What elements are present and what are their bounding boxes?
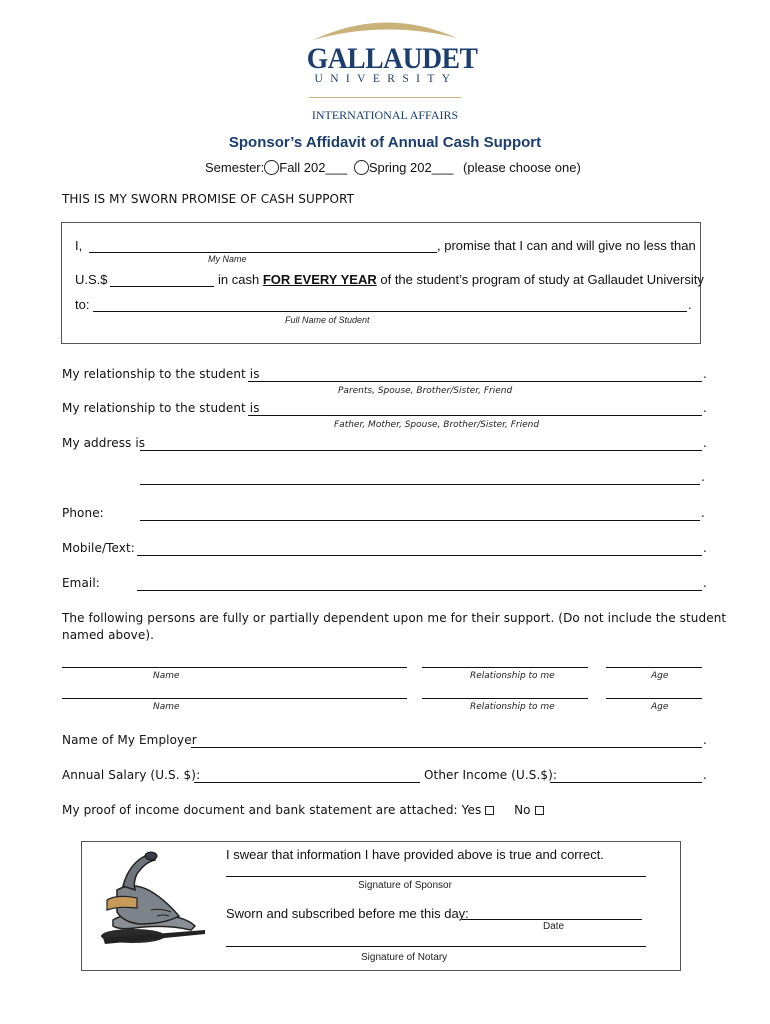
dependents-intro-1: The following persons are fully or partially dependent upon me for their support. (Do not include the student [62, 611, 727, 625]
salary-field[interactable] [194, 782, 420, 783]
to-period: . [688, 297, 692, 312]
col-relationship-caption: Relationship to me [470, 702, 555, 712]
promise-line2 [218, 272, 704, 287]
employer-label: Name of My Employer [62, 733, 197, 747]
col-age-caption: Age [651, 702, 669, 712]
no-checkbox[interactable] [535, 806, 544, 815]
employer-field[interactable] [191, 747, 702, 748]
usd-prefix: U.S.$ [75, 272, 108, 287]
fall-label: Fall 202___ [279, 160, 348, 175]
mobile-field[interactable] [137, 555, 702, 556]
logo-subtitle: UNIVERSITY [314, 73, 458, 85]
period: . [701, 506, 705, 520]
sponsor-signature-field[interactable] [226, 876, 646, 877]
dependents-intro-2: named above). [62, 628, 155, 642]
spring-label: Spring 202___ [368, 160, 454, 175]
phone-label: Phone: [62, 506, 104, 520]
period: . [703, 733, 707, 747]
notary-signature-caption: Signature of Notary [361, 952, 448, 963]
promise-line1-suffix: , promise that I can and will give no less than [437, 238, 696, 253]
proof-label: My proof of income document and bank statement are attached: [62, 803, 458, 817]
dependent1-age-field[interactable] [606, 667, 702, 668]
dependent2-age-field[interactable] [606, 698, 702, 699]
col-name-caption: Name [153, 702, 180, 712]
relationship2-field[interactable] [248, 415, 702, 416]
relationship2-caption: Father, Mother, Spouse, Brother/Sister, Friend [334, 420, 540, 430]
no-label: No [514, 803, 531, 817]
relationship1-label: My relationship to the student is [62, 367, 260, 381]
mobile-label: Mobile/Text: [62, 541, 135, 555]
every-year-text: FOR EVERY YEAR [262, 272, 377, 287]
student-name-field[interactable] [93, 311, 687, 312]
usd-amount-field[interactable] [110, 286, 214, 287]
date-caption: Date [543, 921, 565, 932]
notary-signature-field[interactable] [226, 946, 646, 947]
address-field-1[interactable] [140, 450, 702, 451]
dependent2-name-field[interactable] [62, 698, 407, 699]
address-field-2[interactable] [140, 484, 700, 485]
my-name-field[interactable] [89, 252, 437, 253]
spring-radio[interactable] [354, 160, 369, 175]
period: . [703, 768, 707, 782]
logo-divider [309, 97, 461, 98]
to-label: to: [75, 297, 90, 312]
semester-label: Semester: [205, 160, 265, 175]
salary-label: Annual Salary (U.S. $): [62, 768, 201, 782]
col-age-caption: Age [651, 671, 669, 681]
proof-row [62, 803, 544, 817]
notary-seal-press-icon [95, 850, 210, 950]
page-title: Sponsor’s Affidavit of Annual Cash Support [228, 134, 542, 151]
phone-field[interactable] [140, 520, 700, 521]
address-label: My address is [62, 436, 146, 450]
promise-line1-prefix: I, [75, 238, 83, 253]
my-name-caption: My Name [208, 254, 247, 264]
period: . [703, 576, 707, 590]
email-field[interactable] [137, 590, 702, 591]
other-income-label: Other Income (U.S.$): [424, 768, 558, 782]
date-field[interactable] [462, 919, 642, 920]
dependent1-name-field[interactable] [62, 667, 407, 668]
dependent1-relationship-field[interactable] [422, 667, 588, 668]
in-cash-text: in cash [218, 272, 260, 287]
yes-label: Yes [461, 803, 482, 817]
col-name-caption: Name [153, 671, 180, 681]
sworn-text: Sworn and subscribed before me this day: [226, 906, 469, 921]
department-name: INTERNATIONAL AFFAIRS [311, 108, 459, 122]
student-caption: Full Name of Student [285, 315, 370, 325]
sworn-heading: THIS IS MY SWORN PROMISE OF CASH SUPPORT [62, 192, 355, 206]
period: . [703, 541, 707, 555]
sponsor-signature-caption: Signature of Sponsor [358, 880, 452, 891]
relationship2-label: My relationship to the student is [62, 401, 260, 415]
period: . [703, 436, 707, 450]
relationship1-field[interactable] [248, 381, 702, 382]
relationship1-caption: Parents, Spouse, Brother/Sister, Friend [338, 386, 513, 396]
period: . [703, 401, 707, 415]
dependent2-relationship-field[interactable] [422, 698, 588, 699]
semester-note: (please choose one) [463, 160, 581, 175]
swear-text: I swear that information I have provided above is true and correct. [226, 847, 604, 862]
logo-name: GALLAUDET [306, 42, 478, 75]
program-text: of the student’s program of study at Gallaudet University [380, 272, 704, 287]
yes-checkbox[interactable] [485, 806, 494, 815]
col-relationship-caption: Relationship to me [470, 671, 555, 681]
other-income-field[interactable] [550, 782, 702, 783]
period: . [703, 367, 707, 381]
logo-arc [305, 12, 465, 44]
period: . [701, 470, 705, 484]
fall-radio[interactable] [264, 160, 279, 175]
email-label: Email: [62, 576, 100, 590]
semester-row [205, 160, 581, 175]
